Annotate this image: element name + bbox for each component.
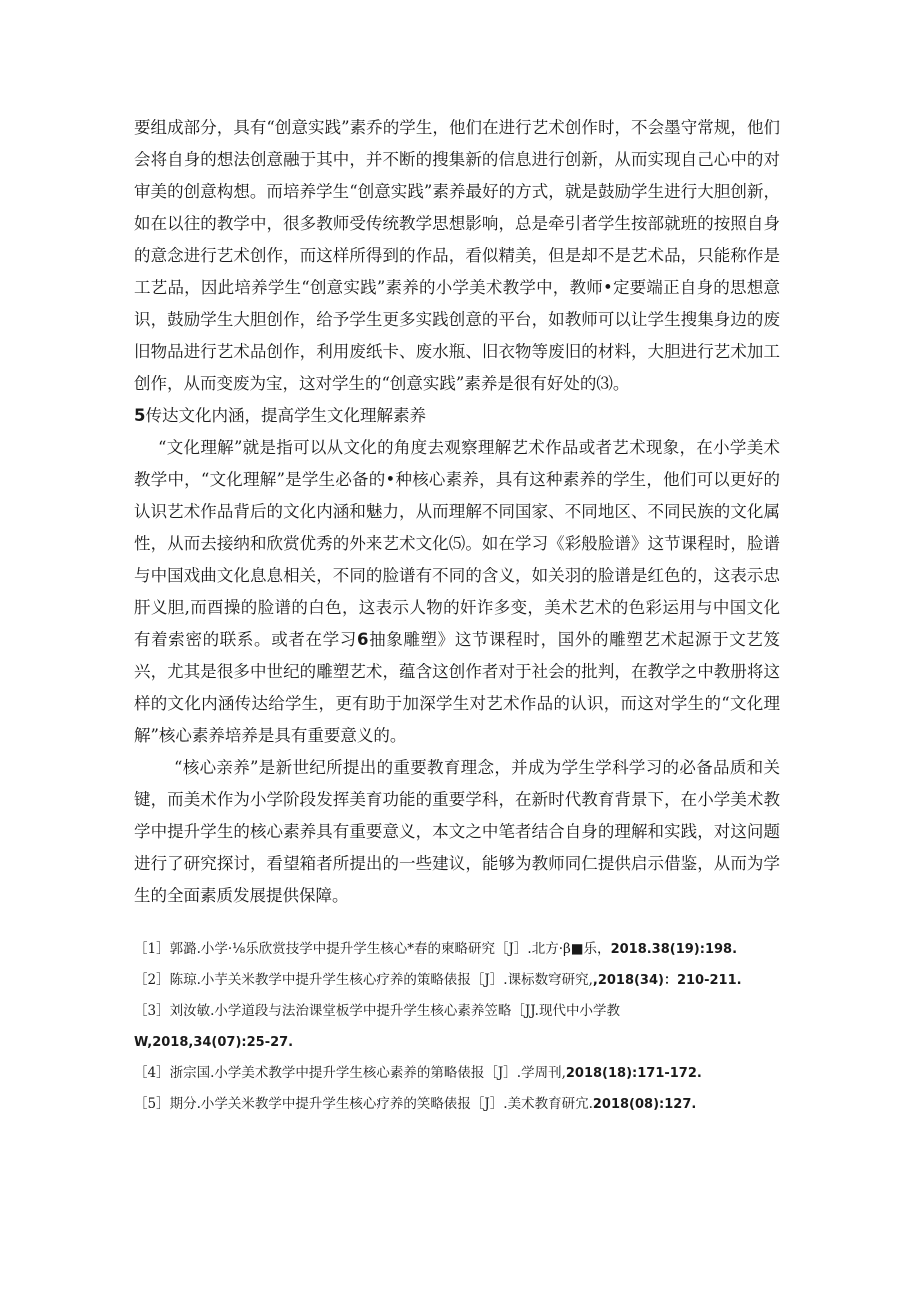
paragraph-text: “文化理解”就是指可以从文化的角度去观察理解艺术作品或者艺术现象，在小学美术教学中，“文化理解”是学生必备的•种核心素养，具有这种素养的学生，他们可以更好的认识艺术作品背后的文化内涵和魅力，从而理解不同国家、不同地区、不同民族的文化属性，从而去接纳和欣赏优秀的外来艺术文化⑸。如在学习《彩般脸谱》这节课程时，脸谱与中国戏曲文化息息相关，不同的脸谱有不同的含义，如关羽的脸谱是红色的，这表示忠肝义胆,而酉操的脸谱的白色，这表示人物的奸诈多变，美术艺术的色彩运用与中国文化有着索密的联系。或者在学习	[134, 438, 780, 649]
document-page	[134, 112, 780, 1120]
paragraph-text-tail: 抽象雕塑》这节课程时，国外的雕塑艺术起源于文艺笈兴，尤其是很多中世纪的雕塑艺术，蕴含这创作者对于社会的批判，在教学之中教册将这样的文化内涵传达给学生，更有助于加深学生对艺术作品的认识，而这对学生的“文化理解”核心素养培养是具有重要意义的。	[134, 630, 781, 745]
reference-item	[134, 996, 780, 1027]
reference-citation: ,2018(34)：210-211.	[592, 973, 742, 988]
reference-text: ［1］郭潞.小学·⅛乐欣赏技学中提升学生核心*春的柬略研究［J］.北方·β■乐，	[134, 941, 611, 957]
reference-text: ［4］浙宗国.小学美术教学中提升学生核心素养的第略俵报［J］.学周刊,	[134, 1065, 566, 1081]
reference-item	[134, 965, 780, 996]
reference-citation: 2018(08):127.	[592, 1097, 697, 1112]
section-title: 传达文化内涵，提高学生文化理解素养	[145, 406, 426, 425]
paragraph-creative-practice: 要组成部分，具有“创意实践”素乔的学生，他们在进行艺术创作时，不会墨守常规，他们会将自身的想法创意融于其中，并不断的搜集新的信息进行创新，从而实现自己心中的对审美的创意构想。而培养学生“创意实践”素养最好的方式，就是鼓励学生进行大胆创新，如在以往的教学中，很多教师受传统教学思想影响，总是牵引者学生按部就班的按照自身的意念进行艺术创作，而这样所得到的作品，看似精美，但是却不是艺术品，只能称作是工艺品，因此培养学生“创意实践”素养的小学美术教学中，教师•定要端正自身的思想意识，鼓励学生大胆创作，给予学生更多实践创意的平台，如教师可以让学生搜集身边的废旧物品进行艺术品创作，利用废纸卡、废水瓶、旧衣物等废旧的材料，大胆进行艺术加工创作，从而变废为宝，这对学生的“创意实践”素养是很有好处的⑶。	[134, 118, 780, 393]
reference-item	[134, 934, 780, 965]
paragraph-cultural-understanding	[134, 432, 780, 752]
reference-text: ［2］陈琼.小芋关米教学中提升学生核心疗养的策略俵报［J］.课标数穹研究,	[134, 972, 593, 988]
inline-number: 6	[356, 630, 369, 649]
reference-text: ［3］刘汝敏.小学道段与法治课堂板学中提升学生核心素养笠略［JJ.现代中小学教	[134, 1003, 620, 1019]
paragraph-conclusion: “核心亲养”是新世纪所提出的重要教育理念，并成为学生学科学习的必备品质和关键，而美术作为小学阶段发挥美育功能的重要学科，在新时代教育背景下，在小学美术教学中提升学生的核心素养具有重要意义，本文之中笔者结合自身的理解和实践，对这问题进行了研究探讨，看望箱者所提出的一些建议，能够为教师同仁提供启示借鉴，从而为学生的全面素质发展提供保障。	[134, 758, 780, 905]
reference-citation: W,2018,34(07):25-27.	[134, 1035, 294, 1050]
reference-item-continued	[134, 1027, 780, 1058]
reference-citation: 2018(18):171-172.	[565, 1066, 702, 1081]
reference-item	[134, 1089, 780, 1120]
section-heading	[134, 400, 780, 432]
reference-item	[134, 1058, 780, 1089]
section-number: 5	[134, 406, 146, 425]
reference-citation: 2018.38(19):198.	[610, 942, 738, 957]
references-list	[134, 934, 780, 1120]
reference-text: ［5］期分.小学关米教学中提升学生核心疗养的笑略俵报［J］.美术教育研宂.	[134, 1096, 593, 1112]
